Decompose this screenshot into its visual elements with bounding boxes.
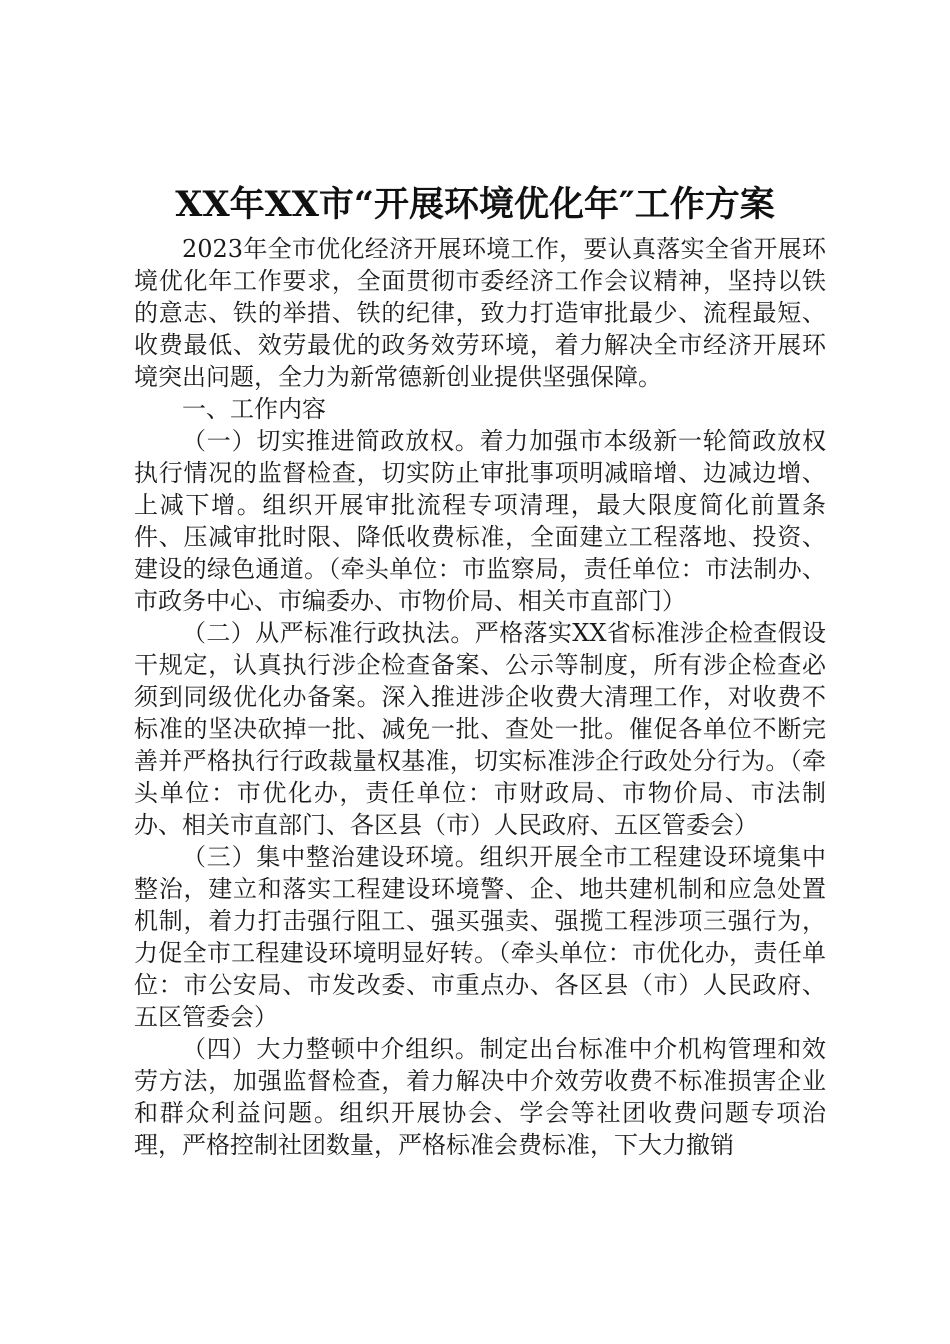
item-paragraph-2: （二）从严标准行政执法。严格落实XX省标准涉企检查假设干规定，认真执行涉企检查备案、公示等制度，所有涉企检查必须到同级优化办备案。深入推进涉企收费大清理工作，对收费不标准的坚决砍掉一批、减免一批、查处一批。催促各单位不断完善并严格执行行政裁量权基准，切实标准涉企行政处分行为。（牵头单位：市优化办，责任单位：市财政局、市物价局、市法制办、相关市直部门、各区县（市）人民政府、五区管委会）: [134, 619, 826, 839]
item-paragraph-4: （四）大力整顿中介组织。制定出台标准中介机构管理和效劳方法，加强监督检查，着力解决中介效劳收费不标准损害企业和群众利益问题。组织开展协会、学会等社团收费问题专项治理，严格控制社团数量，严格标准会费标准，下大力撤销: [134, 1035, 826, 1159]
section-heading: 一、工作内容: [182, 395, 326, 423]
item-paragraph-1: （一）切实推进简政放权。着力加强市本级新一轮简政放权执行情况的监督检查，切实防止审批事项明减暗增、边减边增、上减下增。组织开展审批流程专项清理，最大限度简化前置条件、压减审批时限、降低收费标准，全面建立工程落地、投资、建设的绿色通道。（牵头单位：市监察局，责任单位：市法制办、市政务中心、市编委办、市物价局、相关市直部门）: [134, 427, 826, 615]
intro-paragraph: 2023年全市优化经济开展环境工作，要认真落实全省开展环境优化年工作要求，全面贯彻市委经济工作会议精神，坚持以铁的意志、铁的举措、铁的纪律，致力打造审批最少、流程最短、收费最低、效劳最优的政务效劳环境，着力解决全市经济开展环境突出问题，全力为新常德新创业提供坚强保障。: [134, 235, 826, 391]
item-paragraph-3: （三）集中整治建设环境。组织开展全市工程建设环境集中整治，建立和落实工程建设环境警、企、地共建机制和应急处置机制，着力打击强行阻工、强买强卖、强揽工程涉项三强行为，力促全市工程建设环境明显好转。（牵头单位：市优化办，责任单位：市公安局、市发改委、市重点办、各区县（市）人民政府、五区管委会）: [134, 843, 826, 1031]
document-title: XX年XX市“开展环境优化年″工作方案: [175, 184, 775, 225]
document-body: [134, 233, 826, 1161]
